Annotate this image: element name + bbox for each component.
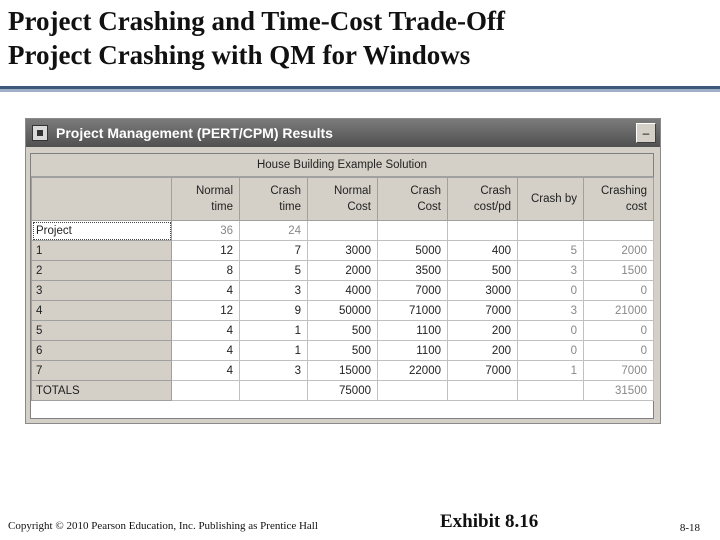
- column-header[interactable]: [240, 178, 308, 221]
- row-label[interactable]: 6: [32, 341, 172, 361]
- slide-title-line-2: Project Crashing with QM for Windows: [8, 40, 471, 70]
- table-cell[interactable]: 12: [172, 301, 240, 321]
- column-header-line-2: time: [211, 201, 233, 213]
- table-cell[interactable]: 1100: [378, 321, 448, 341]
- table-cell[interactable]: 7: [240, 241, 308, 261]
- activity-row: [32, 361, 654, 381]
- column-header[interactable]: [308, 178, 378, 221]
- table-cell[interactable]: 21000: [584, 301, 654, 321]
- column-header-line-2: Cost: [347, 201, 371, 213]
- table-cell[interactable]: 5: [518, 241, 584, 261]
- row-label[interactable]: TOTALS: [32, 381, 172, 401]
- activity-row: [32, 281, 654, 301]
- app-icon[interactable]: [32, 125, 48, 141]
- activity-row: [32, 241, 654, 261]
- column-header[interactable]: [172, 178, 240, 221]
- project-row: [32, 221, 654, 241]
- results-grid: [30, 153, 654, 419]
- slide-title: [8, 4, 712, 72]
- slide-title-line-1: Project Crashing and Time-Cost Trade-Off: [8, 6, 505, 36]
- table-cell[interactable]: 12: [172, 241, 240, 261]
- table-cell[interactable]: [584, 221, 654, 241]
- table-cell[interactable]: 50000: [308, 301, 378, 321]
- table-cell[interactable]: 500: [448, 261, 518, 281]
- table-cell[interactable]: 0: [584, 321, 654, 341]
- table-cell[interactable]: 24: [240, 221, 308, 241]
- title-divider: [0, 86, 720, 92]
- table-cell[interactable]: 31500: [584, 381, 654, 401]
- column-header[interactable]: [584, 178, 654, 221]
- solution-caption: House Building Example Solution: [31, 154, 653, 177]
- row-label[interactable]: 5: [32, 321, 172, 341]
- table-cell[interactable]: 1: [240, 321, 308, 341]
- column-header-line-1: Normal: [195, 185, 233, 197]
- row-label[interactable]: 4: [32, 301, 172, 321]
- row-label[interactable]: 3: [32, 281, 172, 301]
- column-header-line-1: Crash by: [530, 193, 577, 205]
- table-cell[interactable]: 3: [240, 361, 308, 381]
- table-cell[interactable]: 3: [240, 281, 308, 301]
- window-title: Project Management (PERT/CPM) Results: [56, 125, 333, 141]
- table-cell[interactable]: 500: [308, 341, 378, 361]
- activity-row: [32, 321, 654, 341]
- table-cell[interactable]: 0: [584, 341, 654, 361]
- column-header-line-1: Crashing: [600, 185, 647, 197]
- activity-row: [32, 301, 654, 321]
- table-cell[interactable]: [448, 381, 518, 401]
- table-cell[interactable]: 500: [308, 321, 378, 341]
- column-header[interactable]: [378, 178, 448, 221]
- table-cell[interactable]: 4: [172, 281, 240, 301]
- table-cell[interactable]: 36: [172, 221, 240, 241]
- table-cell[interactable]: [308, 221, 378, 241]
- row-label[interactable]: 1: [32, 241, 172, 261]
- row-label[interactable]: Project: [32, 221, 172, 241]
- row-label[interactable]: 7: [32, 361, 172, 381]
- table-cell[interactable]: 22000: [378, 361, 448, 381]
- table-cell[interactable]: 1: [240, 341, 308, 361]
- table-cell[interactable]: 4000: [308, 281, 378, 301]
- column-header-line-2: Cost: [417, 201, 441, 213]
- table-cell[interactable]: 3500: [378, 261, 448, 281]
- minimize-button[interactable]: –: [636, 123, 656, 143]
- table-cell[interactable]: 200: [448, 321, 518, 341]
- table-cell[interactable]: 0: [518, 321, 584, 341]
- column-header-line-1: Crash: [410, 185, 441, 197]
- table-cell[interactable]: 7000: [584, 361, 654, 381]
- exhibit-label: Exhibit 8.16: [440, 511, 539, 532]
- table-cell[interactable]: [240, 381, 308, 401]
- table-cell[interactable]: [172, 381, 240, 401]
- table-cell[interactable]: 0: [518, 341, 584, 361]
- table-cell[interactable]: 7000: [448, 361, 518, 381]
- window-titlebar[interactable]: [26, 119, 660, 147]
- table-cell[interactable]: 1100: [378, 341, 448, 361]
- table-cell[interactable]: 200: [448, 341, 518, 361]
- column-header-line-2: cost/pd: [473, 201, 511, 213]
- table-cell[interactable]: 5: [240, 261, 308, 281]
- column-header-line-1: Crash: [270, 185, 301, 197]
- table-cell[interactable]: [378, 381, 448, 401]
- totals-row: [32, 381, 654, 401]
- table-cell[interactable]: 4: [172, 361, 240, 381]
- row-label[interactable]: 2: [32, 261, 172, 281]
- table-cell[interactable]: 71000: [378, 301, 448, 321]
- table-cell[interactable]: 4: [172, 341, 240, 361]
- table-cell[interactable]: 5000: [378, 241, 448, 261]
- table-cell[interactable]: 9: [240, 301, 308, 321]
- table-cell[interactable]: 75000: [308, 381, 378, 401]
- activity-row: [32, 261, 654, 281]
- table-cell[interactable]: 400: [448, 241, 518, 261]
- table-cell[interactable]: 4: [172, 321, 240, 341]
- header-row: [32, 178, 654, 221]
- column-header-line-2: time: [279, 201, 301, 213]
- activity-row: [32, 341, 654, 361]
- table-cell[interactable]: 3: [518, 301, 584, 321]
- table-cell[interactable]: 7000: [378, 281, 448, 301]
- column-header-line-1: Crash: [480, 185, 511, 197]
- table-cell[interactable]: 1: [518, 361, 584, 381]
- column-header[interactable]: [32, 178, 172, 221]
- table-cell[interactable]: 7000: [448, 301, 518, 321]
- table-cell[interactable]: 1500: [584, 261, 654, 281]
- column-header[interactable]: [518, 178, 584, 221]
- results-table: [31, 177, 654, 401]
- table-cell[interactable]: [518, 221, 584, 241]
- column-header-line-1: Normal: [333, 185, 371, 197]
- table-cell[interactable]: 3000: [448, 281, 518, 301]
- column-header-line-2: cost: [625, 201, 647, 213]
- table-cell[interactable]: [518, 381, 584, 401]
- column-header[interactable]: [448, 178, 518, 221]
- copyright-text: Copyright © 2010 Pearson Education, Inc. Publishing as Prentice Hall: [8, 520, 318, 532]
- table-cell[interactable]: [448, 221, 518, 241]
- table-cell[interactable]: 15000: [308, 361, 378, 381]
- slide-number: 8-18: [679, 522, 700, 534]
- table-cell[interactable]: [378, 221, 448, 241]
- table-cell[interactable]: 0: [518, 281, 584, 301]
- table-cell[interactable]: 3000: [308, 241, 378, 261]
- results-window: [25, 118, 661, 424]
- table-cell[interactable]: 3: [518, 261, 584, 281]
- table-cell[interactable]: 2000: [308, 261, 378, 281]
- table-cell[interactable]: 0: [584, 281, 654, 301]
- table-cell[interactable]: 8: [172, 261, 240, 281]
- table-cell[interactable]: 2000: [584, 241, 654, 261]
